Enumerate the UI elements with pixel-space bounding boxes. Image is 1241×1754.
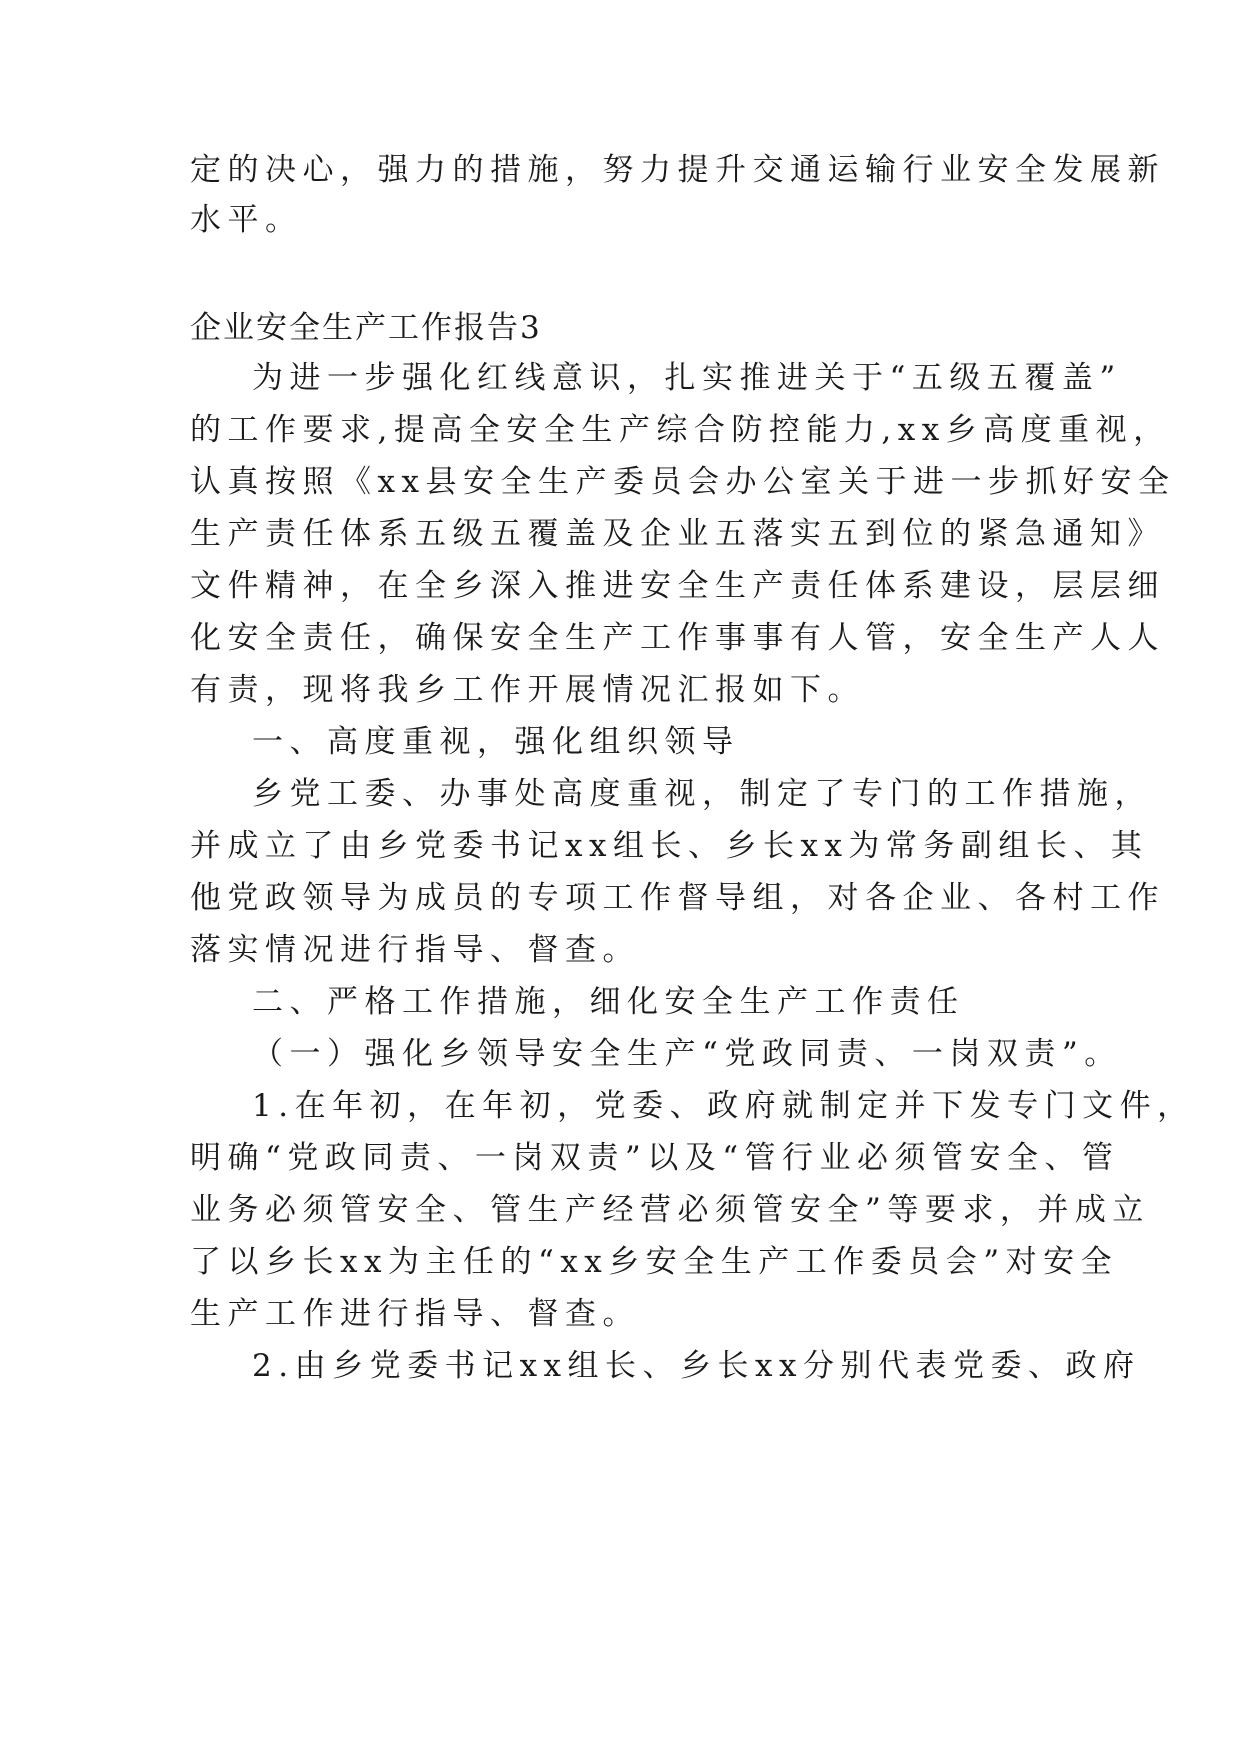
paragraph-line: 并成立了由乡党委书记xx组长、乡长xx为常务副组长、其 xyxy=(190,828,1149,864)
section-heading-2: 二、严格工作措施，细化安全生产工作责任 xyxy=(252,984,965,1020)
paragraph-line: 为进一步强化红线意识，扎实推进关于“五级五覆盖” xyxy=(252,360,1122,396)
subsection-heading-1: （一）强化乡领导安全生产“党政同责、一岗双责”。 xyxy=(252,1036,1122,1072)
paragraph-line: 2.由乡党委书记xx组长、乡长xx分别代表党委、政府 xyxy=(252,1348,1141,1384)
section-title: 企业安全生产工作报告3 xyxy=(190,310,542,346)
paragraph-line: 的工作要求,提高全安全生产综合防控能力,xx乡高度重视， xyxy=(190,412,1171,448)
paragraph-line: 他党政领导为成员的专项工作督导组，对各企业、各村工作 xyxy=(190,880,1165,916)
paragraph-line: 1.在年初，在年初，党委、政府就制定并下发专门文件， xyxy=(252,1088,1195,1124)
section-heading-1: 一、高度重视，强化组织领导 xyxy=(252,724,740,760)
paragraph-line: 明确“党政同责、一岗双责”以及“管行业必须管安全、管 xyxy=(190,1140,1120,1176)
paragraph-line: 业务必须管安全、管生产经营必须管安全”等要求，并成立 xyxy=(190,1192,1150,1228)
intro-line-2: 水平。 xyxy=(190,202,303,238)
intro-line-1: 定的决心，强力的措施，努力提升交通运输行业安全发展新 xyxy=(190,152,1165,188)
paragraph-line: 有责，现将我乡工作开展情况汇报如下。 xyxy=(190,672,865,708)
paragraph-line: 了以乡长xx为主任的“xx乡安全生产工作委员会”对安全 xyxy=(190,1244,1119,1280)
paragraph-line: 落实情况进行指导、督查。 xyxy=(190,932,640,968)
paragraph-line: 生产工作进行指导、督查。 xyxy=(190,1296,640,1332)
paragraph-line: 乡党工委、办事处高度重视，制定了专门的工作措施， xyxy=(252,776,1152,812)
paragraph-line: 化安全责任，确保安全生产工作事事有人管，安全生产人人 xyxy=(190,620,1165,656)
paragraph-line: 文件精神，在全乡深入推进安全生产责任体系建设，层层细 xyxy=(190,568,1165,604)
paragraph-line: 生产责任体系五级五覆盖及企业五落实五到位的紧急通知》 xyxy=(190,516,1165,552)
paragraph-line: 认真按照《xx县安全生产委员会办公室关于进一步抓好安全 xyxy=(190,464,1176,500)
